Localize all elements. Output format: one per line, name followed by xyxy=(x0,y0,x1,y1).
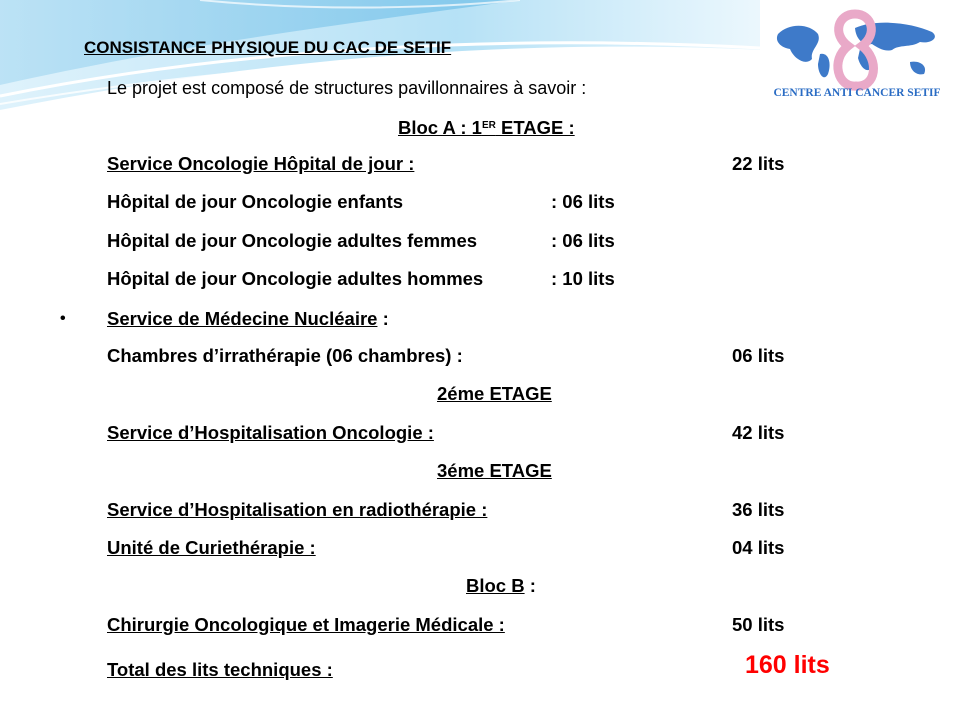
cac-setif-logo xyxy=(760,4,955,104)
intro-text: Le projet est composé de structures pavillonnaires à savoir : xyxy=(107,78,587,98)
service-oncologie-hdj-label: Service Oncologie Hôpital de jour : xyxy=(107,153,415,174)
hosp-oncologie-label: Service d’Hospitalisation Oncologie : xyxy=(107,422,434,443)
bloc-a-heading: Bloc A : 1ER ETAGE : xyxy=(398,117,575,138)
chambres-irratherapie-value: 06 lits xyxy=(732,345,785,366)
curietherapie-label: Unité de Curiethérapie : xyxy=(107,537,316,558)
page-title: CONSISTANCE PHYSIQUE DU CAC DE SETIF xyxy=(84,38,452,57)
etage-3-heading: 3éme ETAGE xyxy=(437,460,552,481)
chambres-irratherapie-label: Chambres d’irrathérapie (06 chambres) : xyxy=(107,345,463,366)
hdj-enfants-value: : 06 lits xyxy=(551,191,615,212)
hdj-femmes-value: : 06 lits xyxy=(551,230,615,251)
hdj-femmes-label: Hôpital de jour Oncologie adultes femmes xyxy=(107,230,478,251)
total-value: 160 lits xyxy=(745,651,830,679)
hdj-hommes-label: Hôpital de jour Oncologie adultes hommes xyxy=(107,268,484,289)
bloc-b-heading: Bloc B : xyxy=(466,575,536,596)
curietherapie-value: 04 lits xyxy=(732,537,785,558)
hosp-radiotherapie-value: 36 lits xyxy=(732,499,785,520)
hdj-enfants-label: Hôpital de jour Oncologie enfants xyxy=(107,191,404,212)
hdj-hommes-value: : 10 lits xyxy=(551,268,615,289)
logo-text: CENTRE ANTI CANCER SETIF xyxy=(773,87,941,99)
bullet-icon: • xyxy=(60,310,66,327)
medecine-nucleaire-heading: Service de Médecine Nucléaire : xyxy=(107,308,389,329)
hosp-radiotherapie-label: Service d’Hospitalisation en radiothérapie : xyxy=(107,499,488,520)
etage-2-heading: 2éme ETAGE xyxy=(437,383,552,404)
hosp-oncologie-value: 42 lits xyxy=(732,422,785,443)
chirurgie-imagerie-label: Chirurgie Oncologique et Imagerie Médicale : xyxy=(107,614,505,635)
service-oncologie-hdj-value: 22 lits xyxy=(732,153,785,174)
total-label: Total des lits techniques : xyxy=(107,659,333,680)
chirurgie-imagerie-value: 50 lits xyxy=(732,614,785,635)
